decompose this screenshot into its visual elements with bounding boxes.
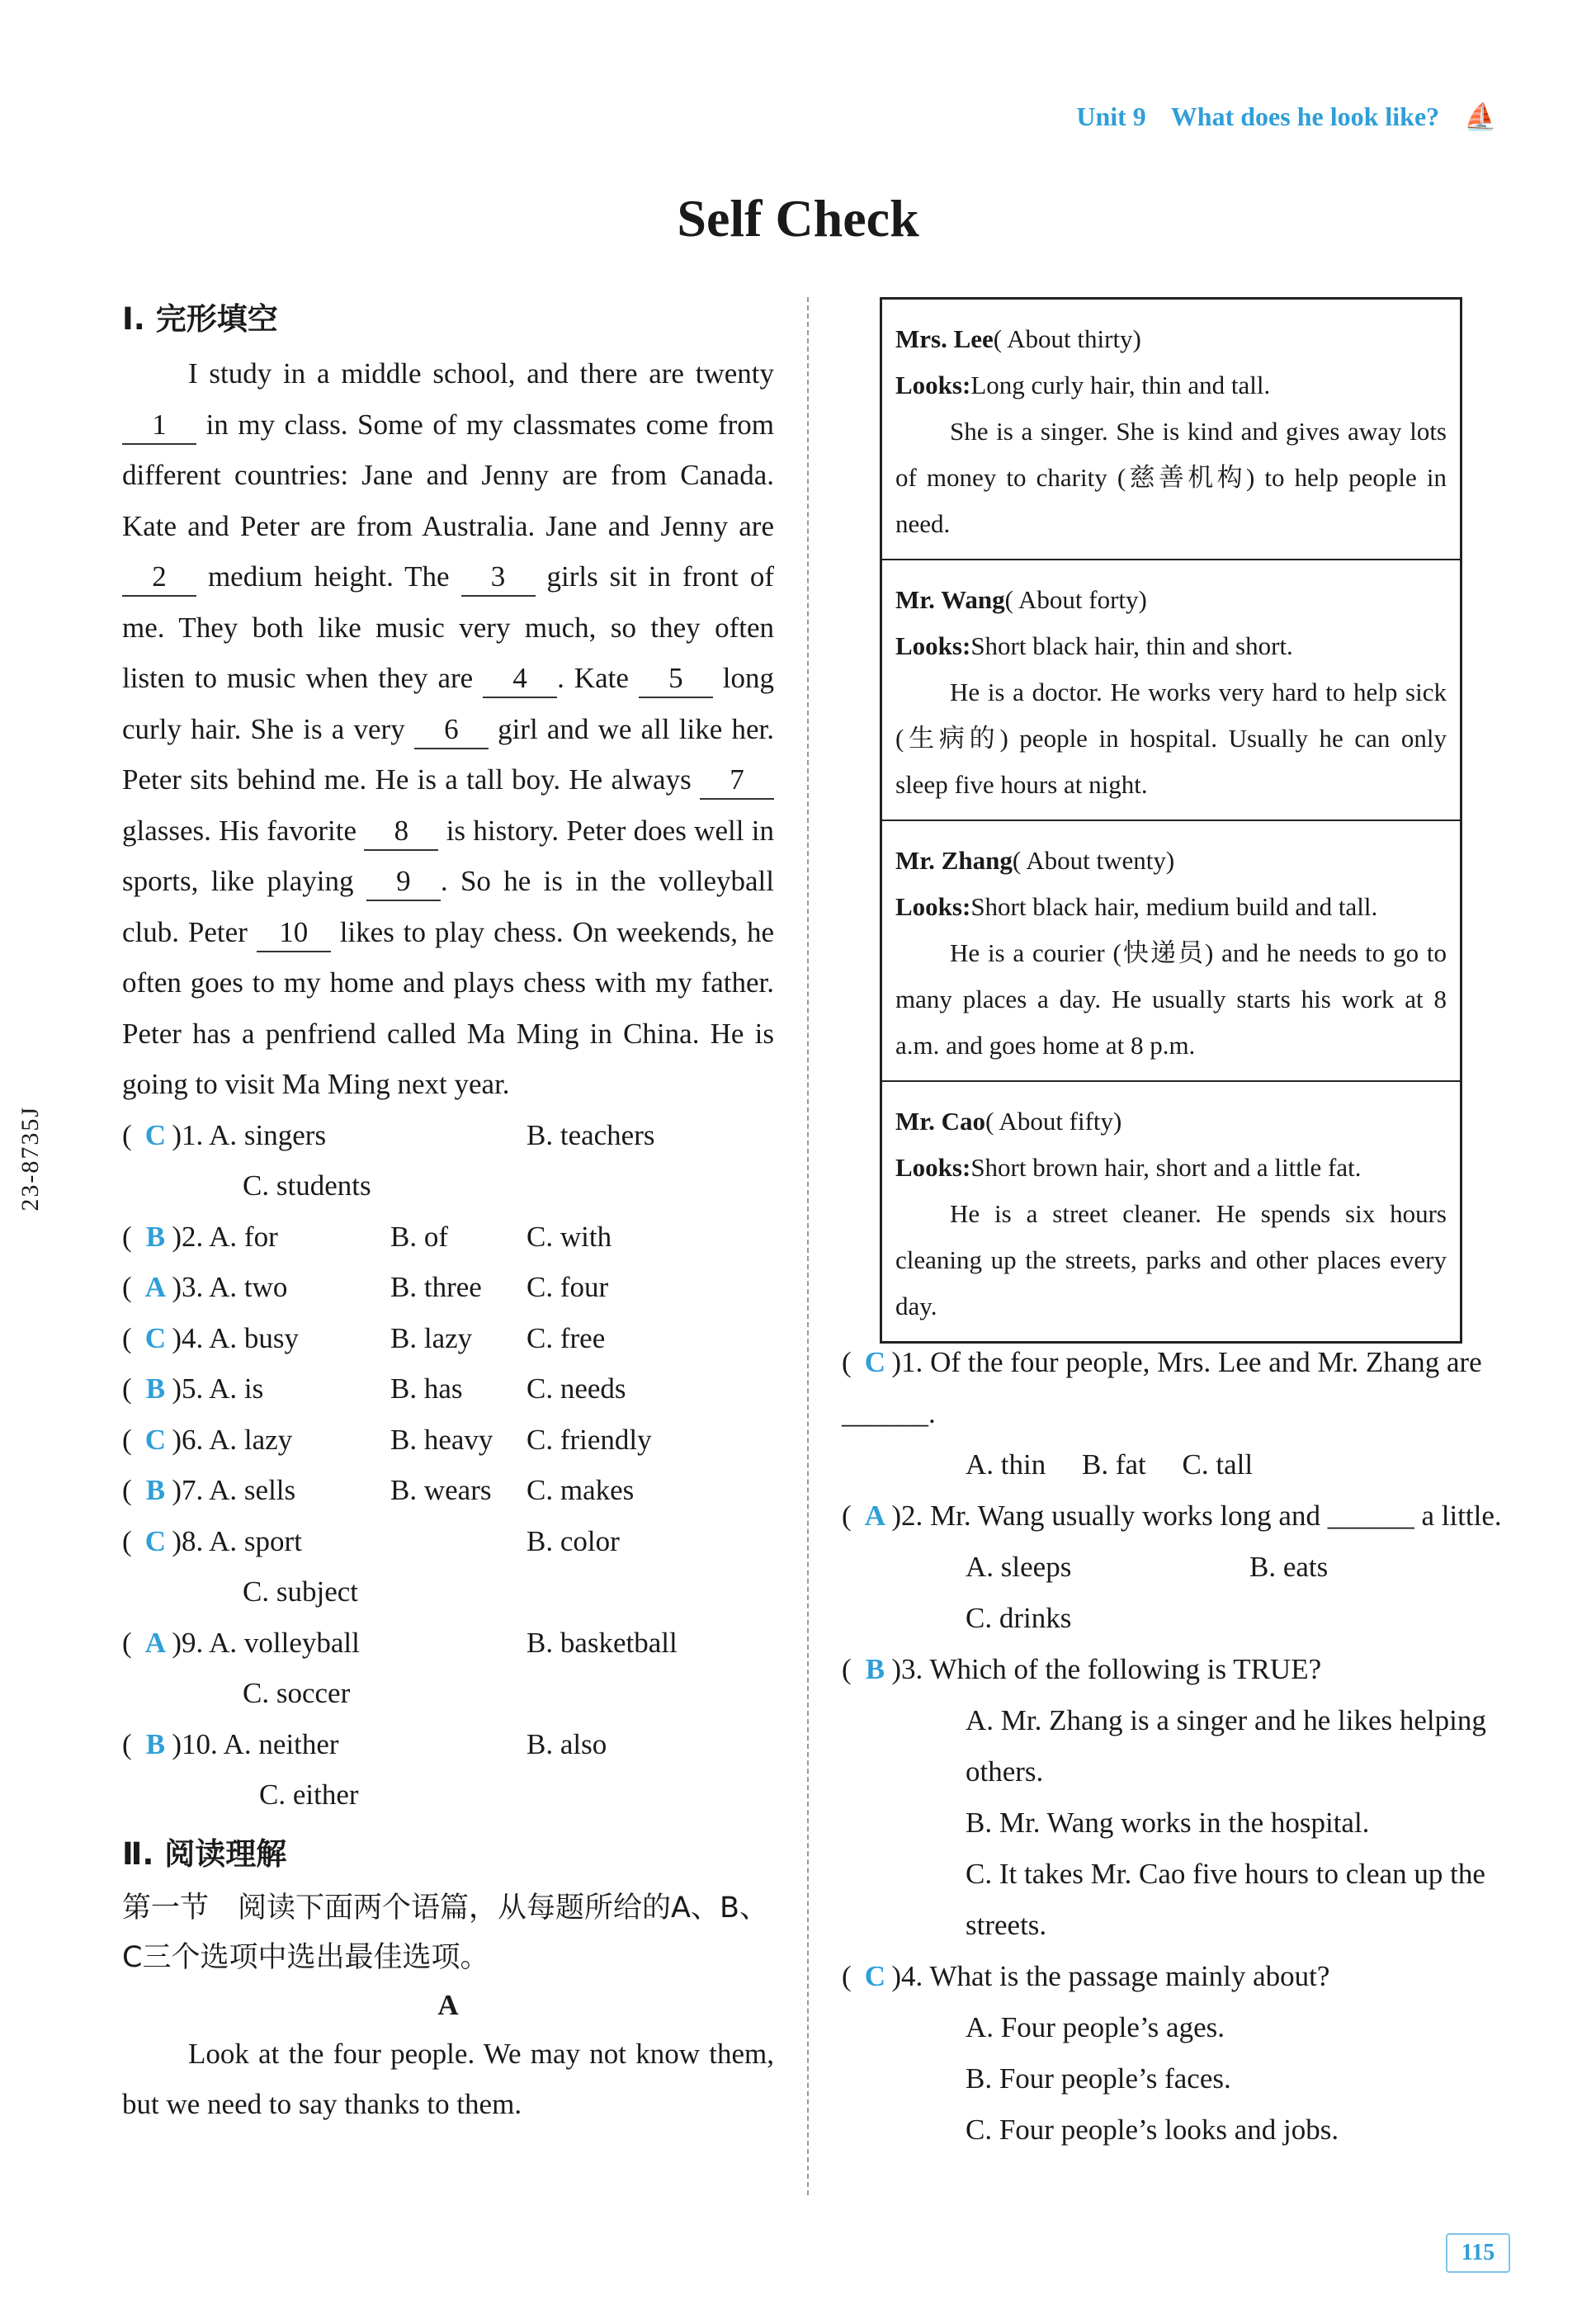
- page-number: 115: [1446, 2233, 1510, 2273]
- blank: 8: [364, 813, 438, 851]
- part2-heading: Ⅱ. 阅读理解: [122, 1835, 287, 1872]
- sailboat-icon: ⛵: [1464, 102, 1497, 131]
- unit-label: Unit 9: [1076, 102, 1146, 131]
- question-row: ( B )10. A. neither B. also: [122, 1727, 607, 1760]
- question-row: ( C )6. A. lazy B. heavy C. friendly: [122, 1423, 652, 1456]
- page-title: Self Check: [677, 189, 919, 248]
- unit-topic: What does he look like?: [1170, 102, 1440, 131]
- person-cell: Mrs. Lee( About thirty) Looks:Long curly hair, thin and tall. She is a singer. She is kind and gives away lots of money to charity (慈善机构) to help people in need.: [882, 300, 1460, 560]
- blank: 3: [461, 559, 536, 597]
- question-row: C. subject: [243, 1575, 358, 1608]
- blank: 10: [257, 914, 331, 952]
- question-row: ( B )7. A. sells B. wears C. makes: [122, 1474, 635, 1506]
- blank: 9: [366, 863, 441, 901]
- question-row: ( C )8. A. sport B. color: [122, 1524, 620, 1557]
- people-table: [880, 297, 1462, 1344]
- person-cell: Mr. Zhang( About twenty) Looks:Short black hair, medium build and tall. He is a courier (快递员) and he needs to go to many places a day. He usually starts his work at 8 a.m. and goes home at 8 p.m.: [882, 821, 1460, 1082]
- section-label: A: [437, 1988, 459, 2021]
- blank: 5: [639, 660, 713, 698]
- blank: 6: [414, 711, 489, 749]
- blank: 1: [122, 407, 196, 445]
- question-row: ( B )5. A. is B. has C. needs: [122, 1372, 626, 1405]
- reading-question: ( C )1. Of the four people, Mrs. Lee and Mr. Zhang are ______. A. thin B. fat C. tall: [842, 1346, 1482, 1481]
- book-code: 23-8735J: [17, 1106, 44, 1212]
- person-cell: Mr. Wang( About forty) Looks:Short black hair, thin and short. He is a doctor. He works very hard to help sick (生病的) people in hospital. Usually he can only sleep five hours at night.: [882, 560, 1460, 821]
- column-divider: [807, 297, 809, 2195]
- blank: 4: [483, 660, 557, 698]
- question-row: C. students: [243, 1169, 371, 1202]
- answer: C: [144, 1118, 167, 1151]
- question-row: ( A )3. A. two B. three C. four: [122, 1271, 609, 1303]
- unit-header: [1058, 101, 1497, 132]
- question-row: ( C )1. A. singers B. teachers: [122, 1110, 774, 1161]
- left-column: [122, 294, 774, 2130]
- reading-question: ( A )2. Mr. Wang usually works long and ______ a little. A. sleeps B. eats C. drinks: [842, 1500, 1502, 1634]
- cloze-passage: I study in a middle school, and there are twenty 1 in my class. Some of my classmates come from different countries: Jane and Jenny are from Canada. Kate and Peter are from Australia. Jane and Jenny are 2 medium height. The 3 girls sit in front of me. They both like music very much, so they often listen to music when they are 4 . Kate 5 long curly hair. She is a very 6 girl and we all like her. Peter sits behind me. He is a tall boy. He always 7 glasses. His favorite 8 is history. Peter does well in sports, like playing 9 . So he is in the volleyball club. Peter 10 likes to play chess. On weekends, he often goes to my home and plays chess with my father. Peter has a penfriend called Ma Ming in China. He is going to visit Ma Ming next year.: [122, 357, 774, 1100]
- blank: 2: [122, 559, 196, 597]
- question-row: C. either: [259, 1778, 359, 1811]
- part1-heading: Ⅰ. 完形填空: [122, 301, 278, 337]
- question-row: ( A )9. A. volleyball B. basketball: [122, 1626, 678, 1659]
- reading-intro: Look at the four people. We may not know them, but we need to say thanks to them.: [122, 2037, 774, 2120]
- reading-question: ( B )3. Which of the following is TRUE? A. Mr. Zhang is a singer and he likes helping others. B. Mr. Wang works in the hospital. C. It takes Mr. Cao five hours to clean up the streets.: [842, 1653, 1486, 1941]
- blank: 7: [700, 762, 774, 800]
- right-column: [842, 1337, 1502, 2156]
- question-row: ( C )4. A. busy B. lazy C. free: [122, 1321, 606, 1354]
- question-row: C. soccer: [243, 1677, 351, 1709]
- question-row: ( B )2. A. for B. of C. with: [122, 1220, 612, 1253]
- person-cell: Mr. Cao( About fifty) Looks:Short brown hair, short and a little fat. He is a street cleaner. He spends six hours cleaning up the streets, parks and other places every day.: [895, 1107, 1447, 1320]
- cloze-questions: [122, 1110, 774, 1821]
- part2-instruction: 第一节 阅读下面两个语篇，从每题所给的A、B、C三个选项中选出最佳选项。: [122, 1891, 768, 1974]
- reading-question: ( C )4. What is the passage mainly about? A. Four people’s ages. B. Four people’s faces. C. Four people’s looks and jobs.: [842, 1960, 1339, 2146]
